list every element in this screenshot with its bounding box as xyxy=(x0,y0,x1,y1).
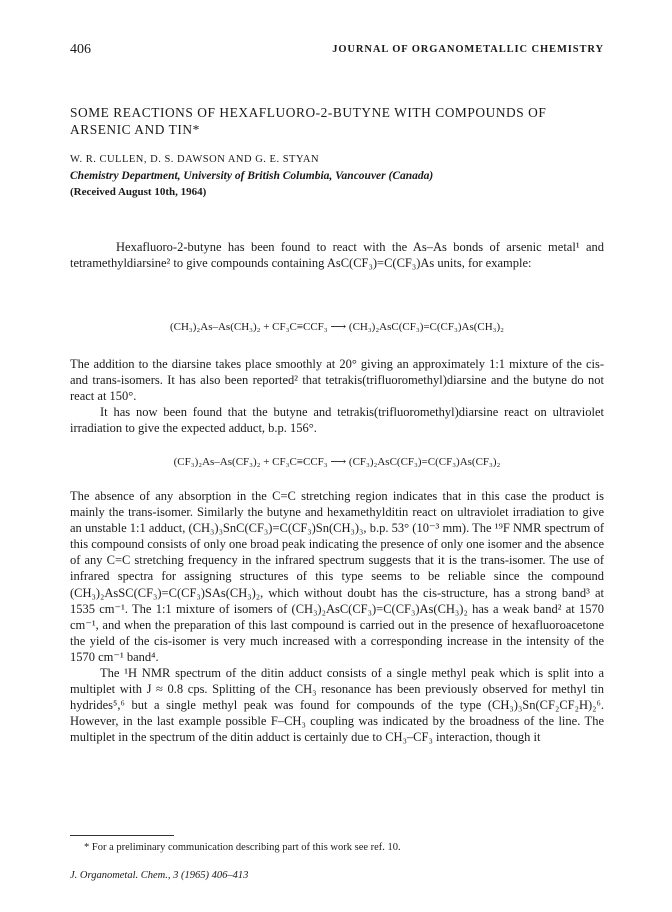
paragraph-2: The addition to the diarsine takes place smoothly at 20° giving an approximately 1:1 mixture of the cis- and trans-isomers. It has also been reported² that tetrakis(trifluoromethyl)diarsine and the butyne do not react at 150°. xyxy=(70,357,604,404)
received-date: (Received August 10th, 1964) xyxy=(70,186,207,198)
body-block-2 xyxy=(70,356,604,436)
authors: W. R. CULLEN, D. S. DAWSON AND G. E. STYAN xyxy=(70,154,320,165)
body-block-3 xyxy=(70,488,604,746)
affiliation: Chemistry Department, University of British Columbia, Vancouver (Canada) xyxy=(70,170,434,182)
running-header xyxy=(70,42,604,62)
paragraph-4: The absence of any absorption in the C=C stretching region indicates that in this case the product is mainly the trans-isomer. Similarly the butyne and hexamethylditin react on ultraviolet irradiation to give an unstable 1:1 adduct, (CH₃)₃SnC(CF₃)=C(CF₃)Sn(CH₃)₃, b.p. 53° (10⁻³ mm). The ¹⁹F NMR spectrum of this compound consists of only one broad peak indicating the presence of only one isomer and the absence of any C=C stretching frequency in the infrared spectrum suggests that it is the trans-isomer. The use of infrared spectra for assigning structures of this type seems to be reliable since the compound (CH₃)₂AsSC(CF₃)=C(CF₃)SAs(CH₃)₂, which without doubt has the cis-structure, has a strong band³ at 1535 cm⁻¹. The 1:1 mixture of isomers of (CH₃)₂AsC(CF₃)=C(CF₃)As(CH₃)₂ has a weak band² at 1570 cm⁻¹, and when the preparation of this last compound is carried out in the presence of hexafluoroacetone the yield of the cis-isomer is very much increased with a corresponding increase in the intensity of the 1570 cm⁻¹ band⁴. xyxy=(70,489,604,664)
footnote-rule xyxy=(70,835,174,836)
footnote: * For a preliminary communication describing part of this work see ref. 10. xyxy=(84,842,401,853)
equation-2: (CF₃)₂As–As(CF₃)₂ + CF₃C≡CCF₃ ⟶ (CF₃)₂AsC(CF₃)=C(CF₃)As(CF₃)₂ xyxy=(173,456,501,468)
body-block-1 xyxy=(70,239,604,271)
paragraph-3: It has now been found that the butyne and tetrakis(trifluoromethyl)diarsine react on ultraviolet irradiation to give the expected adduct, b.p. 156°. xyxy=(70,405,604,436)
journal-citation: J. Organometal. Chem., 3 (1965) 406–413 xyxy=(70,870,249,881)
paragraph-1: Hexafluoro-2-butyne has been found to react with the As–As bonds of arsenic metal¹ and tetramethyldiarsine² to give compounds containing AsC(CF₃)=C(CF₃)As units, for example: xyxy=(70,240,604,271)
equation-1: (CH₃)₂As–As(CH₃)₂ + CF₃C≡CCF₃ ⟶ (CH₃)₂AsC(CF₃)=C(CF₃)As(CH₃)₂ xyxy=(169,321,505,333)
paragraph-5: The ¹H NMR spectrum of the ditin adduct consists of a single methyl peak which is split into a multiplet with J ≈ 0.8 cps. Splitting of the CH₃ resonance has been previously observed for methyl tin hydrides⁵,⁶ but a single methyl peak was found for compounds of the type (CH₃)₃Sn(CF₂CF₂H)₂⁶. However, in the last example possible F–CH₃ coupling was indicated by the broadness of the line. The multiplet in the spectrum of the ditin adduct is certainly due to CH₃–CF₃ interaction, though it xyxy=(70,666,604,745)
article-title: SOME REACTIONS OF HEXAFLUORO-2-BUTYNE WITH COMPOUNDS OF ARSENIC AND TIN* xyxy=(70,105,547,137)
page-number: 406 xyxy=(70,42,91,57)
journal-title: JOURNAL OF ORGANOMETALLIC CHEMISTRY xyxy=(332,44,604,55)
